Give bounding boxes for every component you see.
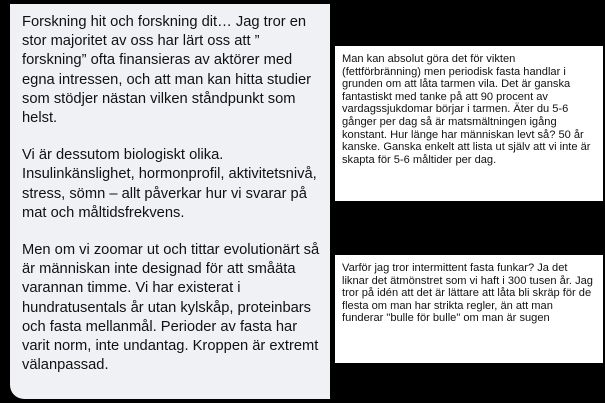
right-bottom-comment — [335, 255, 603, 363]
right-top-comment-text: Man kan absolut göra det för vikten (fettförbränning) men periodisk fasta handlar i grunden om att låta tarmen vila. Det är ganska fantastiskt med tanke på att 90 procent av vardagssjukdomar börjar i tarmen. Äter du 5-6 gånger per dag så är matsmältningen igång konstant. Hur länge har människan levt så? 50 år kanske. Ganska enkelt att lista ut själv att vi inte är skapta för 5-6 måltider per dag. — [342, 53, 591, 166]
left-post-paragraph-2: Vi är dessutom biologiskt olika. Insulinkänslighet, hormonprofil, aktivitetsnivå, stress, sömn – allt påverkar hur vi svarar på mat och måltidsfrekvens. — [22, 147, 317, 221]
left-post-paragraph-3: Men om vi zoomar ut och tittar evolutionärt så är människan inte designad för att småäta varannan timme. Vi har existerat i hundratusentals år utan kylskåp, proteinbars och fasta mellanmål. Perioder av fasta har varit norm, inte undantag. Kroppen är extremt välanpassad. — [22, 242, 320, 374]
right-top-comment — [335, 46, 603, 201]
right-bottom-comment-text: Varför jag tror intermittent fasta funkar? Ja det liknar det ätmönstret som vi haft i 300 tusen år. Jag tror på idén att det är lättare att låta bli skräp för de flesta om man har strikta regler, än att man funderar "bulle för bulle" om man är sugen — [342, 262, 593, 325]
left-post-bubble — [10, 4, 330, 399]
left-post-paragraph-1: Forskning hit och forskning dit… Jag tror en stor majoritet av oss har lärt oss att ” forskning” ofta finansieras av aktörer med egna intressen, och att man kan hitta studier som stödjer nästan vilken ståndpunkt som helst. — [22, 14, 312, 127]
